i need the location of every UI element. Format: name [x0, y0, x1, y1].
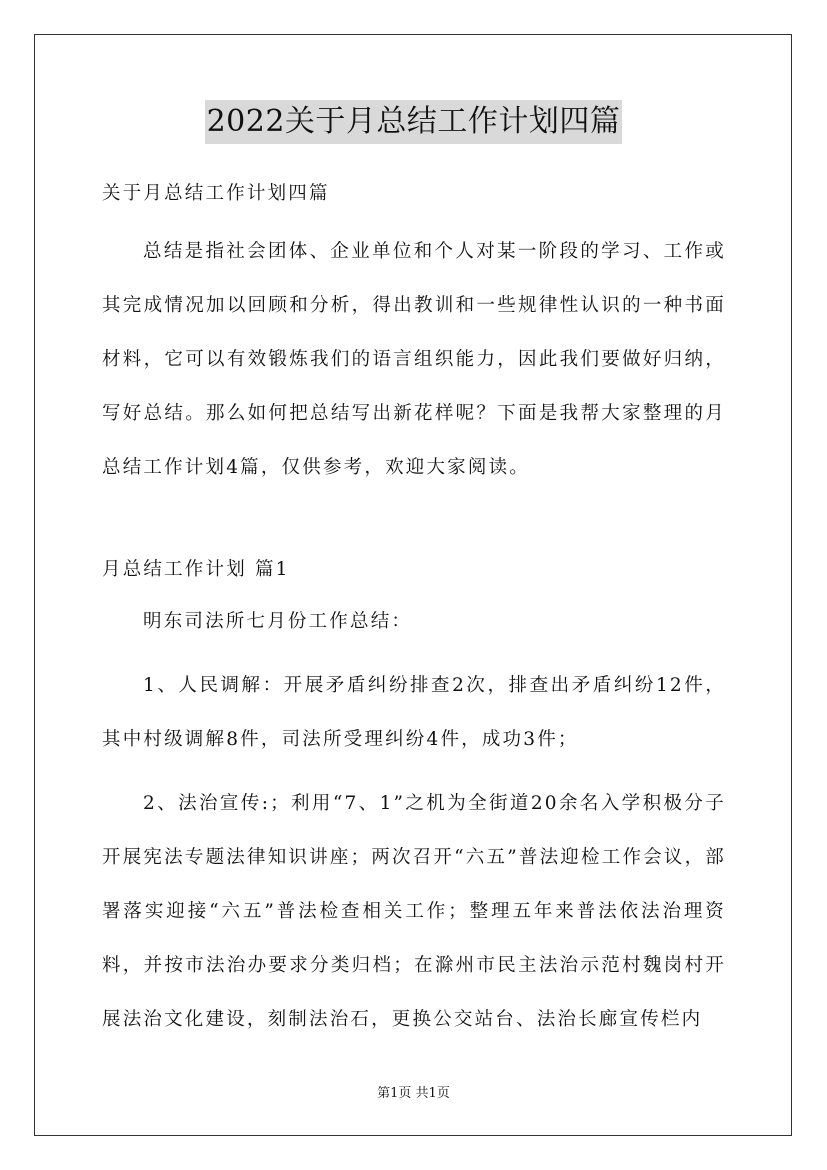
- document-subtitle: 关于月总结工作计划四篇: [102, 183, 330, 204]
- page-footer: 第1页 共1页: [377, 1086, 450, 1101]
- title-area: [0, 100, 827, 144]
- paragraph-gap: [102, 505, 726, 551]
- document-title: 2022关于月总结工作计划四篇: [205, 100, 623, 144]
- item-paragraph-2: 2、法治宣传:；利用“7、1”之机为全街道20余名入学积极分子开展宪法专题法律知识讲座；两次召开“六五”普法迎检工作会议，部署落实迎接“六五”普法检查相关工作；整理五年来普法依法治理资料，并按市法治办要求分类归档；在滁州市民主法治示范村魏岗村开展法治文化建设，刻制法治石，更换公交站台、法治长廊宣传栏内: [102, 793, 726, 1030]
- item-paragraph-1: 1、人民调解：开展矛盾纠纷排查2次，排查出矛盾纠纷12件，其中村级调解8件，司法所受理纠纷4件，成功3件；: [102, 675, 726, 750]
- section-heading: 月总结工作计划 篇1: [102, 559, 290, 580]
- intro-paragraph: 总结是指社会团体、企业单位和个人对某一阶段的学习、工作或其完成情况加以回顾和分析，得出教训和一些规律性认识的一种书面材料，它可以有效锻炼我们的语言组织能力，因此我们要做好归纳，写好总结。那么如何把总结写出新花样呢？下面是我帮大家整理的月总结工作计划4篇，仅供参考，欢迎大家阅读。: [102, 241, 726, 478]
- document-body: [102, 175, 726, 1057]
- section-intro: 明东司法所七月份工作总结：: [143, 611, 413, 632]
